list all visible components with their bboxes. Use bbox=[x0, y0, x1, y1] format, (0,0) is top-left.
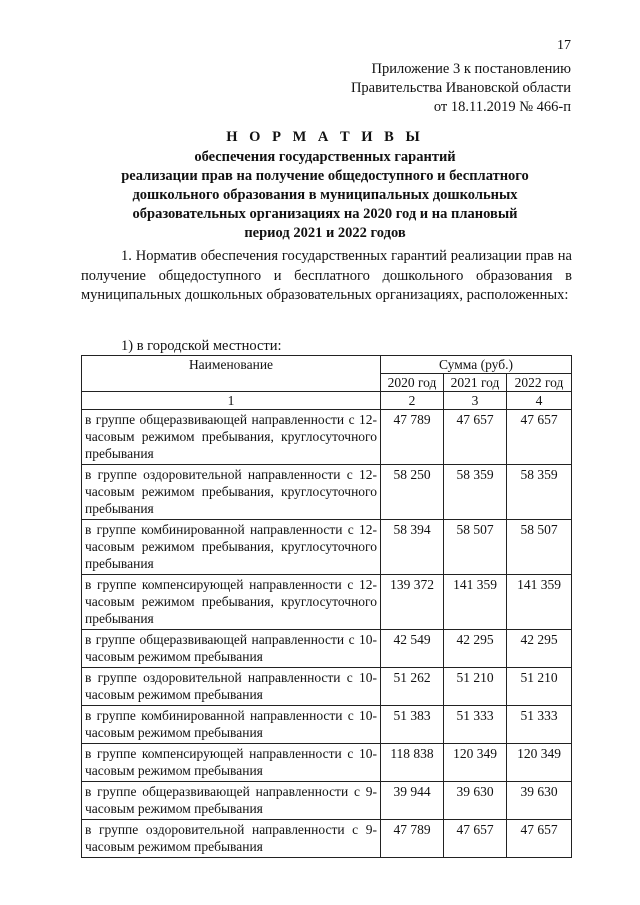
row-name-cell: в группе общеразвивающей направленности с 10-часовым режимом пребывания bbox=[82, 630, 381, 668]
value-2021-cell: 47 657 bbox=[444, 410, 507, 465]
row-name-cell: в группе оздоровительной направленности с 12-часовым режимом пребывания, круглосуточного пребывания bbox=[82, 465, 381, 520]
value-2021-cell: 120 349 bbox=[444, 744, 507, 782]
header-year: 2020 год bbox=[381, 374, 444, 392]
value-2020-cell: 51 262 bbox=[381, 668, 444, 706]
value-2020-cell: 139 372 bbox=[381, 575, 444, 630]
value-2021-cell: 42 295 bbox=[444, 630, 507, 668]
appendix-line: Приложение 3 к постановлению bbox=[371, 61, 571, 77]
table-row bbox=[82, 820, 572, 858]
title-heading: Н О Р М А Т И В Ы bbox=[226, 129, 424, 145]
row-name-cell: в группе компенсирующей направленности с 10-часовым режимом пребывания bbox=[82, 744, 381, 782]
column-number: 4 bbox=[507, 392, 572, 410]
appendix-reference bbox=[351, 60, 571, 117]
row-name-cell: в группе оздоровительной направленности с 10-часовым режимом пребывания bbox=[82, 668, 381, 706]
value-2021-cell: 58 359 bbox=[444, 465, 507, 520]
column-number: 1 bbox=[82, 392, 381, 410]
value-2022-cell: 120 349 bbox=[507, 744, 572, 782]
table-row bbox=[82, 782, 572, 820]
value-2020-cell: 47 789 bbox=[381, 410, 444, 465]
value-2021-cell: 39 630 bbox=[444, 782, 507, 820]
table-row bbox=[82, 410, 572, 465]
subheading: 1) в городской местности: bbox=[121, 338, 282, 354]
header-sum: Сумма (руб.) bbox=[381, 356, 572, 374]
norms-table bbox=[81, 355, 572, 858]
value-2020-cell: 47 789 bbox=[381, 820, 444, 858]
row-name-cell: в группе компенсирующей направленности с 12-часовым режимом пребывания, круглосуточного пребывания bbox=[82, 575, 381, 630]
value-2022-cell: 42 295 bbox=[507, 630, 572, 668]
title-line: образовательных организациях на 2020 год и на плановый bbox=[132, 206, 518, 222]
value-2021-cell: 51 333 bbox=[444, 706, 507, 744]
value-2022-cell: 47 657 bbox=[507, 410, 572, 465]
value-2021-cell: 58 507 bbox=[444, 520, 507, 575]
title-line: период 2021 и 2022 годов bbox=[244, 225, 406, 241]
value-2022-cell: 141 359 bbox=[507, 575, 572, 630]
table-row bbox=[82, 630, 572, 668]
row-name-cell: в группе комбинированной направленности с 10-часовым режимом пребывания bbox=[82, 706, 381, 744]
column-number: 2 bbox=[381, 392, 444, 410]
value-2022-cell: 51 210 bbox=[507, 668, 572, 706]
value-2021-cell: 47 657 bbox=[444, 820, 507, 858]
value-2020-cell: 118 838 bbox=[381, 744, 444, 782]
table-row bbox=[82, 575, 572, 630]
value-2022-cell: 51 333 bbox=[507, 706, 572, 744]
row-name-cell: в группе общеразвивающей направленности с 9-часовым режимом пребывания bbox=[82, 782, 381, 820]
intro-text: 1. Норматив обеспечения государственных гарантий реализации прав на получение общедоступного и бесплатного дошкольного образования в муниципальных дошкольных образовательных организациях, расположенных: bbox=[81, 248, 572, 303]
table-row bbox=[82, 520, 572, 575]
title-line: обеспечения государственных гарантий bbox=[194, 149, 456, 165]
title-line: реализации прав на получение общедоступного и бесплатного bbox=[121, 168, 529, 184]
header-year: 2022 год bbox=[507, 374, 572, 392]
table-header-row bbox=[82, 356, 572, 374]
appendix-line: от 18.11.2019 № 466-п bbox=[433, 99, 571, 115]
intro-paragraph bbox=[81, 247, 572, 306]
value-2022-cell: 58 359 bbox=[507, 465, 572, 520]
page-number: 17 bbox=[557, 38, 571, 53]
value-2022-cell: 47 657 bbox=[507, 820, 572, 858]
value-2020-cell: 51 383 bbox=[381, 706, 444, 744]
table-row bbox=[82, 668, 572, 706]
document-title bbox=[80, 128, 570, 243]
table-row bbox=[82, 465, 572, 520]
table-row bbox=[82, 744, 572, 782]
appendix-line: Правительства Ивановской области bbox=[350, 80, 571, 96]
header-year: 2021 год bbox=[444, 374, 507, 392]
row-name-cell: в группе комбинированной направленности с 12-часовым режимом пребывания, круглосуточного пребывания bbox=[82, 520, 381, 575]
header-name: Наименование bbox=[82, 356, 381, 392]
table-row bbox=[82, 706, 572, 744]
value-2020-cell: 58 394 bbox=[381, 520, 444, 575]
value-2022-cell: 39 630 bbox=[507, 782, 572, 820]
value-2021-cell: 51 210 bbox=[444, 668, 507, 706]
value-2020-cell: 58 250 bbox=[381, 465, 444, 520]
column-number-row bbox=[82, 392, 572, 410]
row-name-cell: в группе оздоровительной направленности с 9-часовым режимом пребывания bbox=[82, 820, 381, 858]
column-number: 3 bbox=[444, 392, 507, 410]
title-line: дошкольного образования в муниципальных дошкольных bbox=[132, 187, 518, 203]
value-2021-cell: 141 359 bbox=[444, 575, 507, 630]
value-2022-cell: 58 507 bbox=[507, 520, 572, 575]
row-name-cell: в группе общеразвивающей направленности с 12-часовым режимом пребывания, круглосуточного пребывания bbox=[82, 410, 381, 465]
value-2020-cell: 42 549 bbox=[381, 630, 444, 668]
value-2020-cell: 39 944 bbox=[381, 782, 444, 820]
